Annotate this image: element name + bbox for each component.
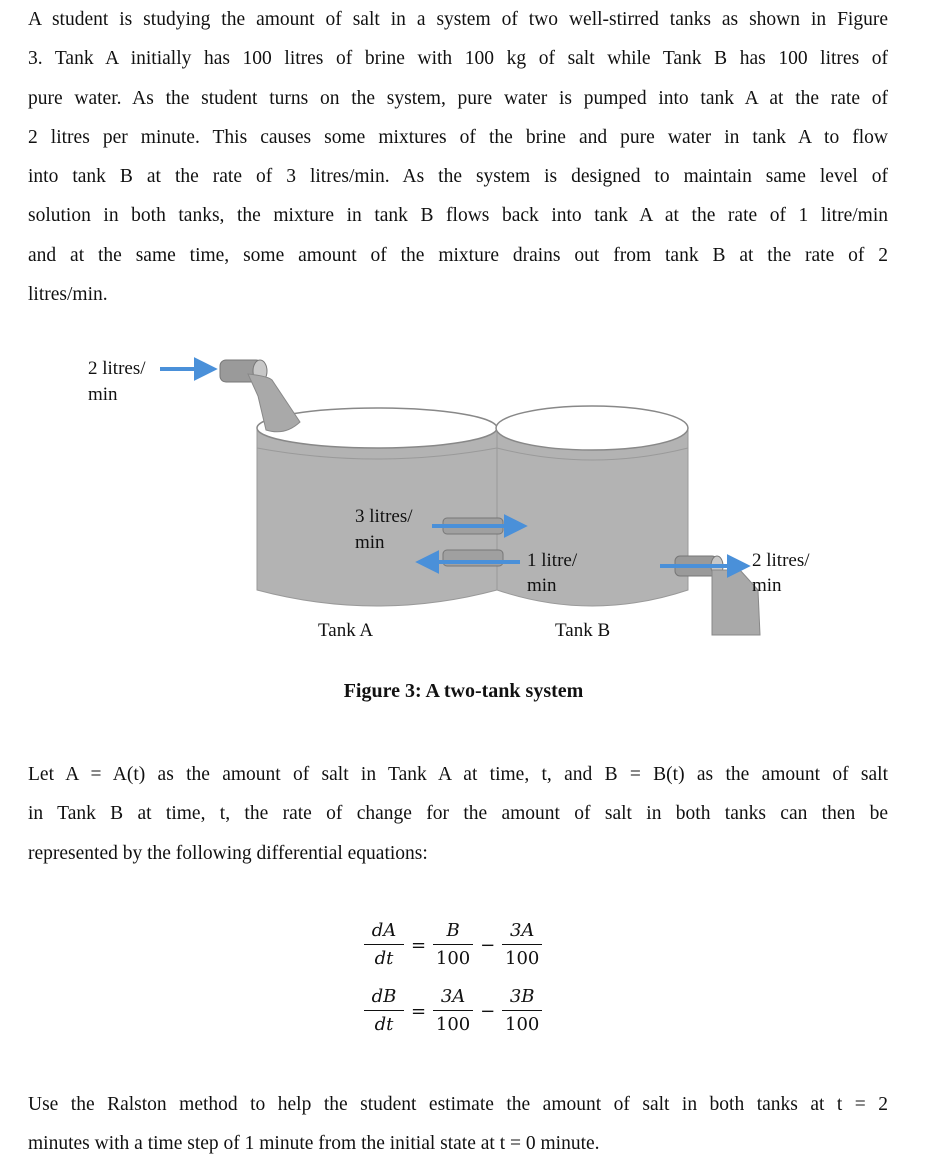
tank-b — [496, 406, 688, 606]
tank-b-label: Tank B — [555, 620, 611, 641]
equation-da-dt: $\frac{dA}{dt}$ = $\frac{B}{100}$ − $\frac{3A}{100}$ — [360, 915, 546, 975]
intro-line: litres/min. — [28, 284, 108, 306]
a-to-b-label-2: min — [355, 532, 385, 553]
intro-line: 2 litres per minute. This causes some mixtures of the brine and pure water in tank A to flow — [28, 126, 888, 148]
inflow-label-2: min — [88, 384, 118, 405]
task-line: minutes with a time step of 1 minute from the initial state at t = 0 minute. — [28, 1133, 600, 1155]
intro-line: A student is studying the amount of salt in a system of two well-stirred tanks as shown in Figure — [28, 9, 888, 30]
equation-db-dt: $\frac{dB}{dt}$ = $\frac{3A}{100}$ − $\frac{3B}{100}$ — [360, 981, 546, 1041]
a-to-b-label-1: 3 litres/ — [355, 506, 413, 527]
b-to-a-label-2: min — [527, 575, 557, 596]
intro-line: solution in both tanks, the mixture in tank B flows back into tank A at the rate of 1 litre/min — [28, 205, 888, 227]
problem-intro — [28, 0, 888, 314]
tank-a-label: Tank A — [318, 620, 374, 641]
task-text — [28, 1085, 888, 1164]
outflow-label-1: 2 litres/ — [752, 550, 810, 571]
task-line: Use the Ralston method to help the student estimate the amount of salt in both tanks at t = 2 — [28, 1094, 888, 1115]
differential-equations — [360, 915, 560, 1050]
intro-line: 3. Tank A initially has 100 litres of brine with 100 kg of salt while Tank B has 100 litres of — [28, 48, 888, 70]
intro-line: and at the same time, some amount of the mixture drains out from tank B at the rate of 2 — [28, 244, 888, 266]
setup-line: Let A = A(t) as the amount of salt in Tank A at time, t, and B = B(t) as the amount of salt — [28, 764, 888, 785]
figure-caption: Figure 3: A two-tank system — [343, 680, 584, 702]
intro-line: into tank B at the rate of 3 litres/min. As the system is designed to maintain same level of — [28, 166, 888, 188]
two-tank-figure — [0, 340, 927, 660]
b-to-a-label-1: 1 litre/ — [527, 550, 578, 571]
intro-line: pure water. As the student turns on the system, pure water is pumped into tank A at the rate of — [28, 87, 888, 109]
inflow-pipe — [220, 360, 300, 432]
outflow-label-2: min — [752, 575, 782, 596]
setup-line: represented by the following differential equations: — [28, 842, 428, 864]
inflow-label-1: 2 litres/ — [88, 358, 146, 379]
setup-text — [28, 755, 888, 873]
setup-line: in Tank B at time, t, the rate of change for the amount of salt in both tanks can then be — [28, 803, 888, 825]
